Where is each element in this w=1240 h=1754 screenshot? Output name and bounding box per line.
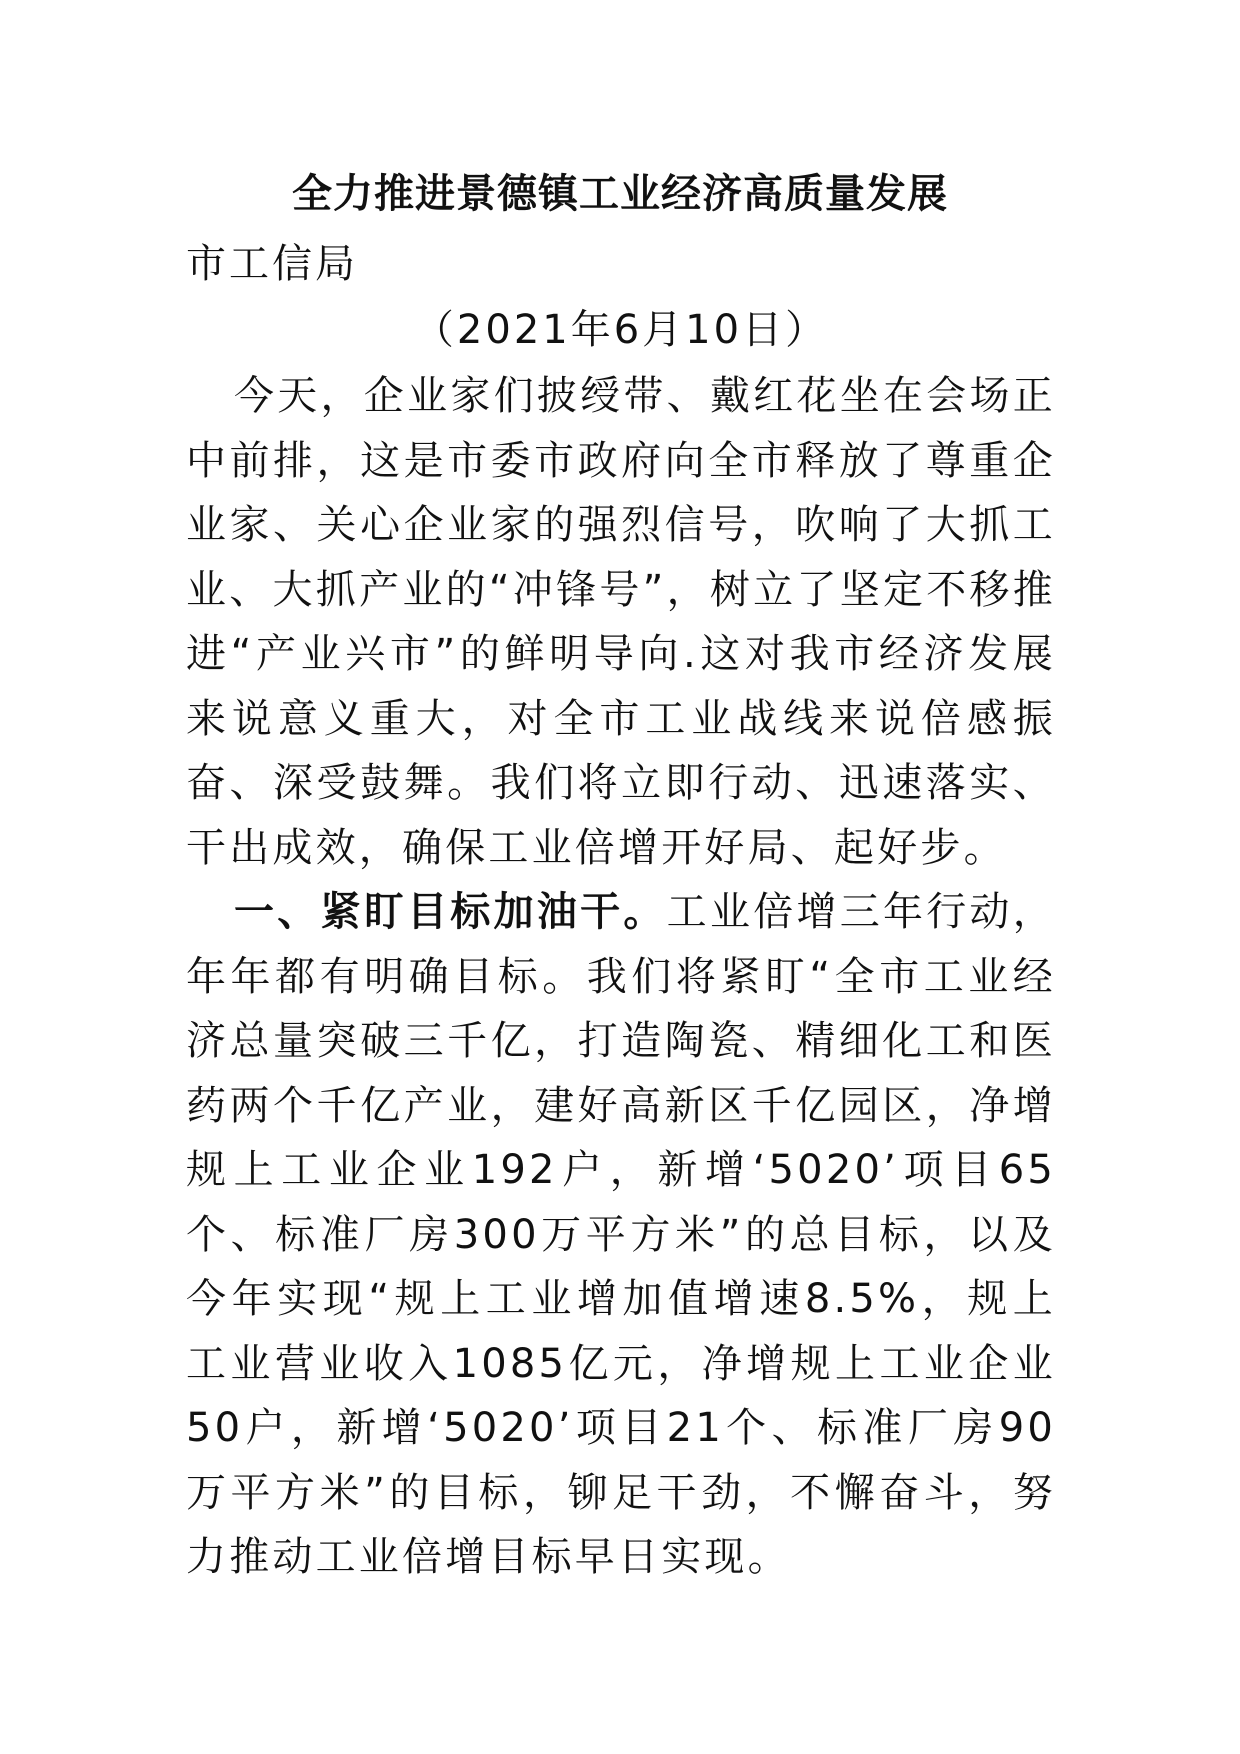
document-date: （2021年6月10日）: [413, 307, 829, 353]
document-title: 全力推进景德镇工业经济高质量发展: [292, 171, 948, 217]
paragraph-section-one: [186, 880, 1056, 1590]
paragraph-intro-text: 今天，企业家们披绶带、戴红花坐在会场正中前排，这是市委市政府向全市释放了尊重企业家、关心企业家的强烈信号，吹响了大抓工业、大抓产业的“冲锋号”，树立了坚定不移推进“产业兴市”的鲜明导向.这对我市经济发展来说意义重大，对全市工业战线来说倍感振奋、深受鼓舞。我们将立即行动、迅速落实、干出成效，确保工业倍增开好局、起好步。: [186, 373, 1056, 871]
section-one-heading: 一、紧盯目标加油干。: [234, 889, 667, 935]
document-author: 市工信局: [186, 241, 358, 287]
paragraph-intro: [186, 364, 1056, 880]
section-one-text: 工业倍增三年行动，年年都有明确目标。我们将紧盯“全市工业经济总量突破三千亿，打造陶瓷、精细化工和医药两个千亿产业，建好高新区千亿园区，净增规上工业企业192户，新增‘5020’项目65个、标准厂房300万平方米”的总目标，以及今年实现“规上工业增加值增速8.5%，规上工业营业收入1085亿元，净增规上工业企业50户，新增‘5020’项目21个、标准厂房90万平方米”的目标，铆足干劲，不懈奋斗，努力推动工业倍增目标早日实现。: [186, 889, 1056, 1580]
